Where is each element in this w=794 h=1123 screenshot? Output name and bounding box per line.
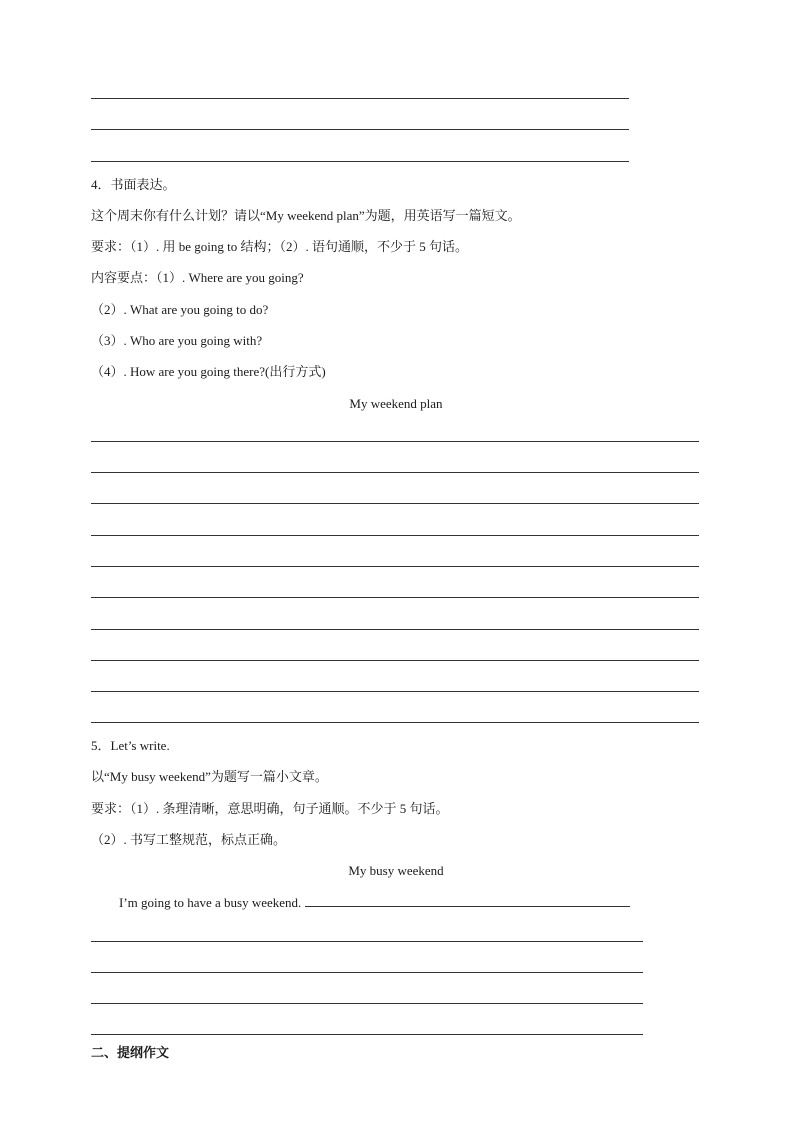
q4-requirements: 要求：（1）. 用 be going to 结构；（2）. 语句通顺，不少于 5 句话。 [91, 239, 468, 254]
writing-line [91, 941, 643, 942]
answer-line [91, 129, 629, 130]
writing-line [91, 597, 699, 598]
q5-essay-title: My busy weekend [348, 863, 444, 878]
q4-essay-title: My weekend plan [349, 396, 443, 411]
answer-line [91, 161, 629, 162]
writing-line [305, 894, 630, 907]
q5-prompt: 以“My busy weekend”为题写一篇小文章。 [91, 769, 328, 784]
q4-heading: 4．书面表达。 [91, 177, 176, 192]
q5-starter-sentence: I’m going to have a busy weekend. [119, 895, 302, 910]
writing-line [91, 566, 699, 567]
writing-line [91, 660, 699, 661]
writing-line [91, 441, 699, 442]
writing-line [91, 722, 699, 723]
writing-line [91, 629, 699, 630]
writing-line [91, 1003, 643, 1004]
q4-point-4: （4）. How are you going there?(出行方式) [91, 364, 326, 379]
writing-line [91, 1034, 643, 1035]
writing-line [91, 535, 699, 536]
section-heading: 二、提纲作文 [91, 1046, 170, 1061]
q4-prompt: 这个周末你有什么计划？请以“My weekend plan”为题，用英语写一篇短文。 [91, 208, 521, 223]
q5-heading: 5．Let’s write. [91, 738, 170, 753]
writing-line [91, 472, 699, 473]
q4-point-3: （3）. Who are you going with? [91, 333, 263, 348]
writing-line [91, 691, 699, 692]
writing-line [91, 972, 643, 973]
writing-line [91, 503, 699, 504]
q5-starter-row [119, 894, 630, 911]
q5-requirements-1: 要求：（1）. 条理清晰，意思明确，句子通顺。不少于 5 句话。 [91, 801, 449, 816]
q4-point-1: 内容要点：（1）. Where are you going? [91, 270, 304, 285]
answer-line [91, 98, 629, 99]
q5-requirements-2: （2）. 书写工整规范，标点正确。 [91, 832, 287, 847]
q4-point-2: （2）. What are you going to do? [91, 302, 269, 317]
